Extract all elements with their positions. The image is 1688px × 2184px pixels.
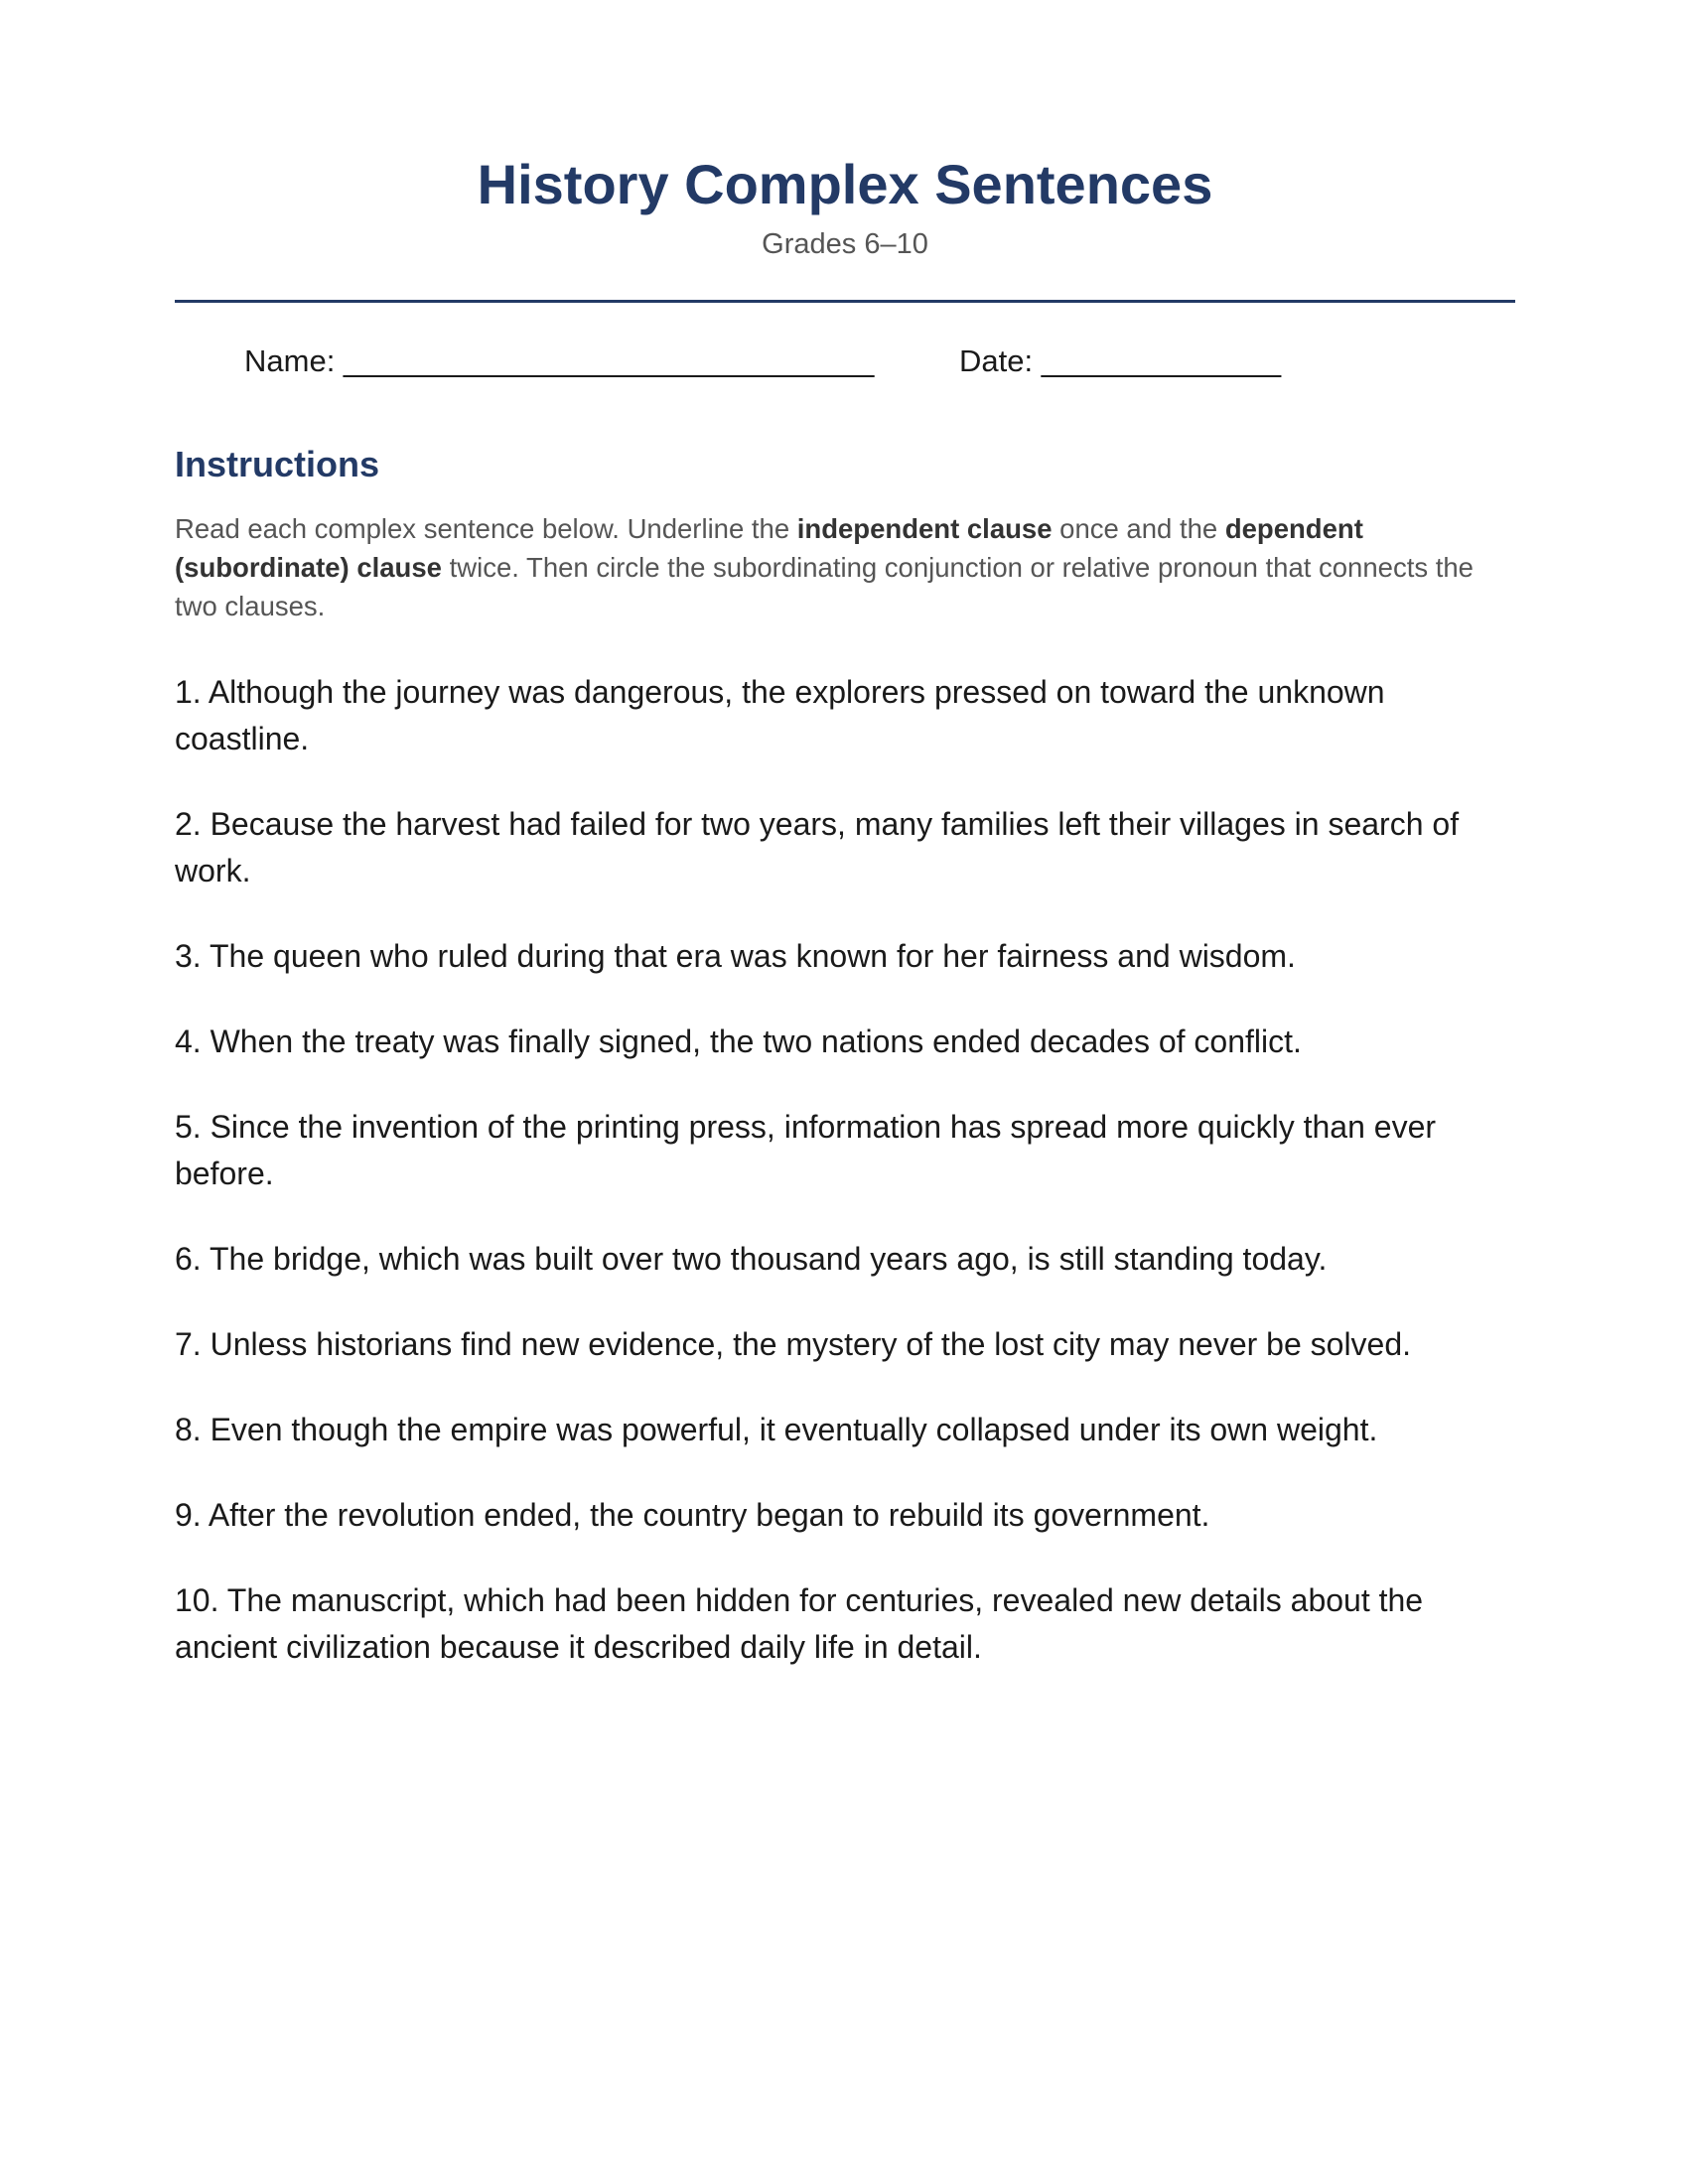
dependent-clause-term: dependent (subordinate) clause xyxy=(175,513,1363,583)
independent-clause-term: independent clause xyxy=(796,513,1053,544)
sentence-item-6: 6. The bridge, which was built over two thousand years ago, is still standing today. xyxy=(175,1241,1328,1277)
sentence-item-10: 10. The manuscript, which had been hidden for centuries, revealed new details about the ancient civilization because it described daily life in detail. xyxy=(175,1582,1424,1665)
header-divider xyxy=(175,300,1515,303)
date-field: Date: ______________ xyxy=(959,343,1282,378)
sentence-item-7: 7. Unless historians find new evidence, the mystery of the lost city may never be solved. xyxy=(175,1326,1412,1362)
sentence-item-3: 3. The queen who ruled during that era was known for her fairness and wisdom. xyxy=(175,938,1296,974)
name-field: Name: _______________________________ xyxy=(244,343,875,378)
instructions-text-part-1: Read each complex sentence below. Underline the xyxy=(175,513,797,544)
sentence-item-2: 2. Because the harvest had failed for two years, many families left their villages in search of work. xyxy=(175,806,1460,888)
instructions-text-part-3: twice. Then circle the subordinating conjunction or relative pronoun that connects the two clauses. xyxy=(175,552,1474,621)
grade-level-subtitle: Grades 6–10 xyxy=(762,228,928,260)
sentence-item-8: 8. Even though the empire was powerful, it eventually collapsed under its own weight. xyxy=(175,1412,1378,1447)
instructions-text-part-2: once and the xyxy=(1052,513,1225,544)
instructions-heading: Instructions xyxy=(175,444,380,484)
sentence-list xyxy=(175,669,1515,1709)
instructions-text xyxy=(175,509,1515,625)
sentence-item-9: 9. After the revolution ended, the country began to rebuild its government. xyxy=(175,1497,1210,1533)
page-title: History Complex Sentences xyxy=(477,153,1213,215)
sentence-item-4: 4. When the treaty was finally signed, the two nations ended decades of conflict. xyxy=(175,1024,1302,1059)
sentence-item-5: 5. Since the invention of the printing press, information has spread more quickly than ever before. xyxy=(175,1109,1437,1191)
sentence-item-1: 1. Although the journey was dangerous, the explorers pressed on toward the unknown coastline. xyxy=(175,674,1385,756)
